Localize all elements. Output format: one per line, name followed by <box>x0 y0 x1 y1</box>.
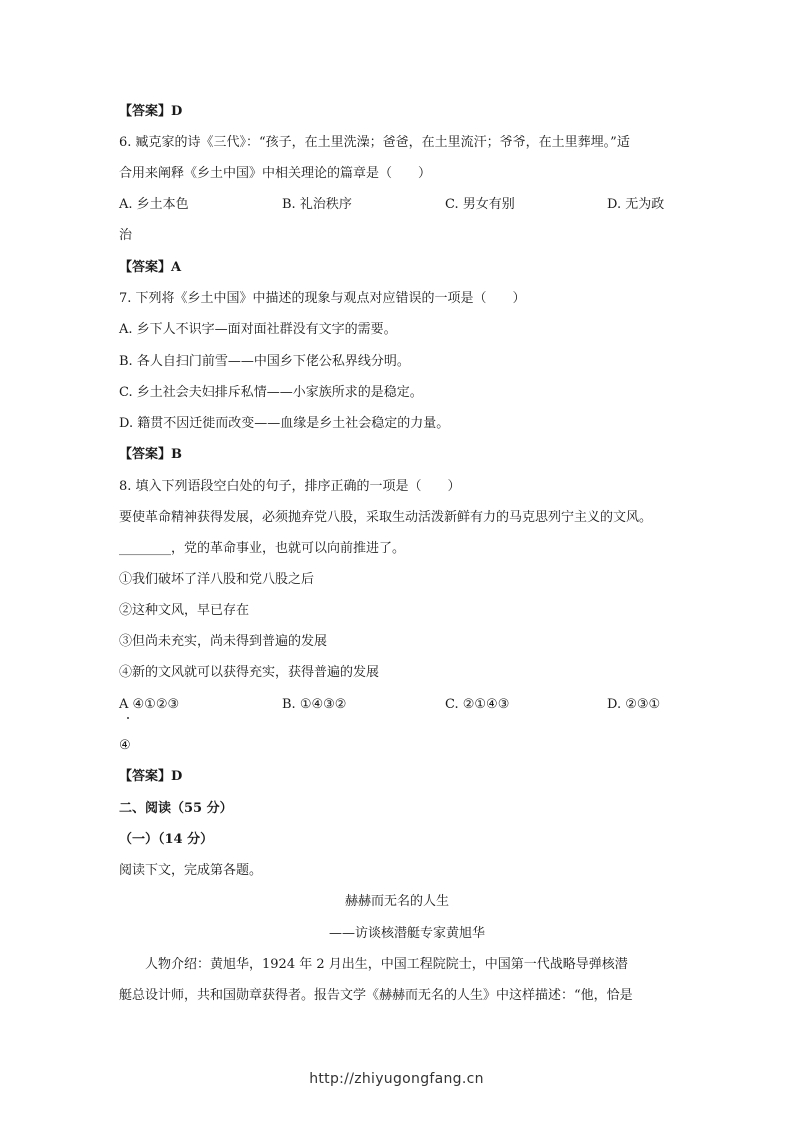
q6-option-d-wrap: 治 <box>119 228 133 243</box>
q6-option-a: A. 乡土本色 <box>119 197 189 212</box>
q8-item-1: ①我们破坏了洋八股和党八股之后 <box>119 572 315 587</box>
q8-option-d-wrap: ④ <box>119 738 131 753</box>
q8-option-a: A ④①②③ <box>119 697 180 712</box>
q6-option-b: B. 礼治秩序 <box>282 197 352 212</box>
article-para1-line1: 人物介绍：黄旭华，1924 年 2 月出生，中国工程院院士，中国第一代战略导弹核潜 <box>145 957 628 972</box>
q8-item-4: ④新的文风就可以获得充实，获得普遍的发展 <box>119 665 380 680</box>
q6-option-c: C. 男女有别 <box>445 197 515 212</box>
answer-q6: 【答案】A <box>119 260 182 275</box>
q6-stem-line1: 6. 臧克家的诗《三代》：“孩子，在土里洗澡；爸爸，在土里流汗；爷爷，在土里葬埋。”适 <box>119 135 630 150</box>
q7-option-d: D. 籍贯不因迁徙而改变——血缘是乡土社会稳定的力量。 <box>119 416 450 431</box>
q7-stem: 7. 下列将《乡土中国》中描述的现象与观点对应错误的一项是（ ） <box>119 291 526 306</box>
q7-option-a: A. 乡下人不识字—面对面社群没有文字的需要。 <box>119 322 397 337</box>
part1-title: （一）（14 分） <box>119 832 214 847</box>
article-para1-line2: 艇总设计师，共和国勋章获得者。报告文学《赫赫而无名的人生》中这样描述：“他，恰是 <box>119 988 633 1003</box>
q7-option-c: C. 乡土社会夫妇排斥私情——小家族所求的是稳定。 <box>119 385 423 400</box>
q8-item-3: ③但尚未充实，尚未得到普遍的发展 <box>119 634 328 649</box>
q8-option-c: C. ②①④③ <box>445 697 510 712</box>
answer-q8: 【答案】D <box>119 769 183 784</box>
q8-option-b: B. ①④③② <box>282 697 347 712</box>
q8-item-2: ②这种文风，早已存在 <box>119 603 250 618</box>
article-title: 赫赫而无名的人生 <box>344 894 449 909</box>
answer-q5: 【答案】D <box>119 104 183 119</box>
section2-title: 二、阅读（55 分） <box>119 801 233 816</box>
q8-option-d: D. ②③① <box>607 697 661 712</box>
q6-option-d: D. 无为政 <box>607 197 665 212</box>
q8-passage-line1: 要使革命精神获得发展，必须抛弃党八股，采取生动活泼新鲜有力的马克思列宁主义的文风。 <box>119 510 653 525</box>
q6-stem-line2: 合用来阐释《乡土中国》中相关理论的篇章是（ ） <box>119 166 432 181</box>
q7-option-b: B. 各人自扫门前雪——中国乡下佬公私界线分明。 <box>119 354 410 369</box>
article-subtitle: ——访谈核潜艇专家黄旭华 <box>328 926 485 941</box>
stray-dot-mark <box>127 717 129 719</box>
reading-instruction: 阅读下文，完成第各题。 <box>119 863 263 878</box>
q8-passage-line2: ________，党的革命事业，也就可以向前推进了。 <box>119 541 406 556</box>
footer-url: http://zhiyugongfang.cn <box>309 1071 484 1087</box>
answer-q7: 【答案】B <box>119 447 182 462</box>
q8-stem: 8. 填入下列语段空白处的句子，排序正确的一项是（ ） <box>119 479 461 494</box>
